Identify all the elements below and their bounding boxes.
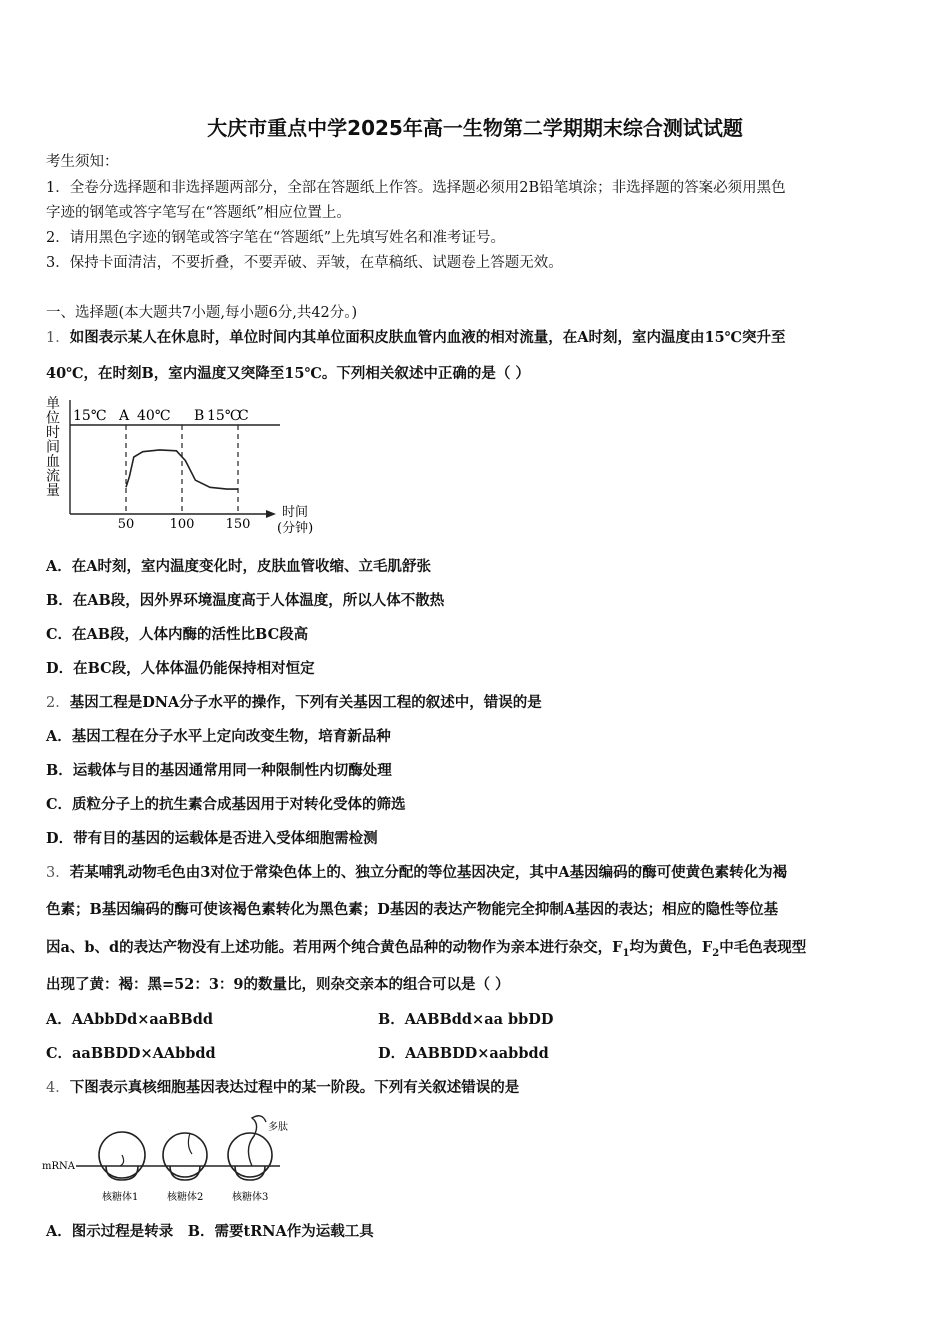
chart-x-arrow xyxy=(266,510,276,518)
chart-top-label: 40℃ xyxy=(137,408,171,424)
q3-option-b: B．AABBdd×aa bbDD xyxy=(378,1011,554,1028)
chart-top-label: 15℃ xyxy=(73,408,107,424)
q1-option-a: A．在A时刻，室内温度变化时，皮肤血管收缩、立毛肌舒张 xyxy=(46,558,431,575)
question-1-stem: 如图表示某人在休息时，单位时间内其单位面积皮肤血管内血液的相对流量，在A时刻，室内温度由15℃突升至 xyxy=(69,329,786,346)
question-3-stem-cont: 色素；B基因编码的酶可使该褐色素转化为黑色素；D基因的表达产物能完全抑制A基因的表达；相应的隐性等位基 xyxy=(46,901,779,918)
question-3-stem-cont: 出现了黄：褐：黑=52：3：9的数量比，则杂交亲本的组合可以是（ ） xyxy=(46,976,510,993)
notice-item: 2．请用黑色字迹的钢笔或答字笔在“答题纸”上先填写姓名和准考证号。 xyxy=(46,230,506,246)
question-3-line xyxy=(46,863,787,883)
q1-option-c: C．在AB段，人体内酶的活性比BC段高 xyxy=(46,626,309,643)
ribosome-label: 核糖体3 xyxy=(232,1192,269,1203)
chart-ylabel xyxy=(46,396,60,499)
q3-option-a: A．AAbbDd×aaBBdd xyxy=(46,1011,213,1028)
chart-ylabel-char: 流 xyxy=(46,468,60,485)
question-4-line xyxy=(46,1078,519,1098)
chart-top-label: A xyxy=(119,408,130,424)
chart-ylabel-char: 间 xyxy=(46,439,60,456)
question-number: 2． xyxy=(46,695,70,711)
ribosome-label: 核糖体2 xyxy=(167,1192,204,1203)
question-2-stem: 基因工程是DNA分子水平的操作，下列有关基因工程的叙述中，错误的是 xyxy=(69,694,542,711)
chart-ylabel-char: 单 xyxy=(46,396,60,412)
mrna-label: mRNA xyxy=(42,1161,75,1172)
chart-xtick-label: 50 xyxy=(117,517,135,532)
section-heading: 一、选择题(本大题共7小题,每小题6分,共42分。) xyxy=(46,305,358,321)
notice-item: 字迹的钢笔或答字笔写在“答题纸”相应位置上。 xyxy=(46,205,351,221)
question-1-stem-cont: 40℃，在时刻B，室内温度又突降至15℃。下列相关叙述中正确的是（ ） xyxy=(46,365,530,382)
ribosome-3 xyxy=(228,1116,272,1180)
chart-ylabel-char: 量 xyxy=(46,483,60,499)
chart-top-label: B xyxy=(194,408,205,424)
q4-options: A．图示过程是转录 B．需要tRNA作为运载工具 xyxy=(46,1223,374,1240)
question-number: 3． xyxy=(46,865,70,881)
notice-heading: 考生须知： xyxy=(46,154,119,170)
q1-option-d: D．在BC段，人体体温仍能保持相对恒定 xyxy=(46,660,315,677)
chart-ylabel-char: 位 xyxy=(46,410,60,427)
chart-xtick-label: 150 xyxy=(225,517,251,532)
question-1-line xyxy=(46,328,786,348)
q2-option-b: B．运载体与目的基因通常用同一种限制性内切酶处理 xyxy=(46,762,392,779)
peptide-label: 多肽 xyxy=(268,1122,288,1133)
q2-option-c: C．质粒分子上的抗生素合成基因用于对转化受体的筛选 xyxy=(46,796,406,813)
question-4-stem: 下图表示真核细胞基因表达过程中的某一阶段。下列有关叙述错误的是 xyxy=(69,1079,520,1096)
translation-diagram xyxy=(40,1108,320,1208)
blood-flow-chart xyxy=(40,392,340,540)
page-title: 大庆市重点中学2025年高一生物第二学期期末综合测试试题 xyxy=(207,116,743,140)
ribosome-1 xyxy=(99,1132,145,1180)
chart-xlabel: 时间 xyxy=(282,505,309,520)
q3-option-c: C．aaBBDD×AAbbdd xyxy=(46,1045,216,1062)
q2-option-a: A．基因工程在分子水平上定向改变生物，培育新品种 xyxy=(46,728,391,745)
q3-option-d: D．AABBDD×aabbdd xyxy=(378,1045,549,1062)
question-number: 4． xyxy=(46,1080,70,1096)
notice-item: 3．保持卡面清洁，不要折叠，不要弄破、弄皱，在草稿纸、试题卷上答题无效。 xyxy=(46,255,563,271)
q2-option-d: D．带有目的基因的运载体是否进入受体细胞需检测 xyxy=(46,830,378,847)
chart-top-label: 15℃ xyxy=(207,408,241,424)
chart-xlabel-unit: (分钟) xyxy=(277,521,314,536)
question-3-stem: 若某哺乳动物毛色由3对位于常染色体上的、独立分配的等位基因决定，其中A基因编码的酶可使黄色素转化为褐 xyxy=(69,864,788,881)
question-2-line xyxy=(46,693,542,713)
notice-item: 1．全卷分选择题和非选择题两部分，全部在答题纸上作答。选择题必须用2B铅笔填涂；非选择题的答案必须用黑色 xyxy=(46,180,786,196)
q1-option-b: B．在AB段，因外界环境温度高于人体温度，所以人体不散热 xyxy=(46,592,445,609)
ribosome-label: 核糖体1 xyxy=(102,1192,139,1203)
ribosome-2 xyxy=(163,1133,207,1180)
question-number: 1． xyxy=(46,330,70,346)
chart-top-label: C xyxy=(238,408,249,424)
question-3-stem-cont: 因a、b、d的表达产物没有上述功能。若用两个纯合黄色品种的动物作为亲本进行杂交，$F_1$均为黄色，$F_2$中毛色表现型 xyxy=(46,939,807,959)
chart-ylabel-char: 时 xyxy=(46,425,60,441)
chart-ylabel-char: 血 xyxy=(46,454,60,470)
chart-xtick-label: 100 xyxy=(169,517,195,532)
